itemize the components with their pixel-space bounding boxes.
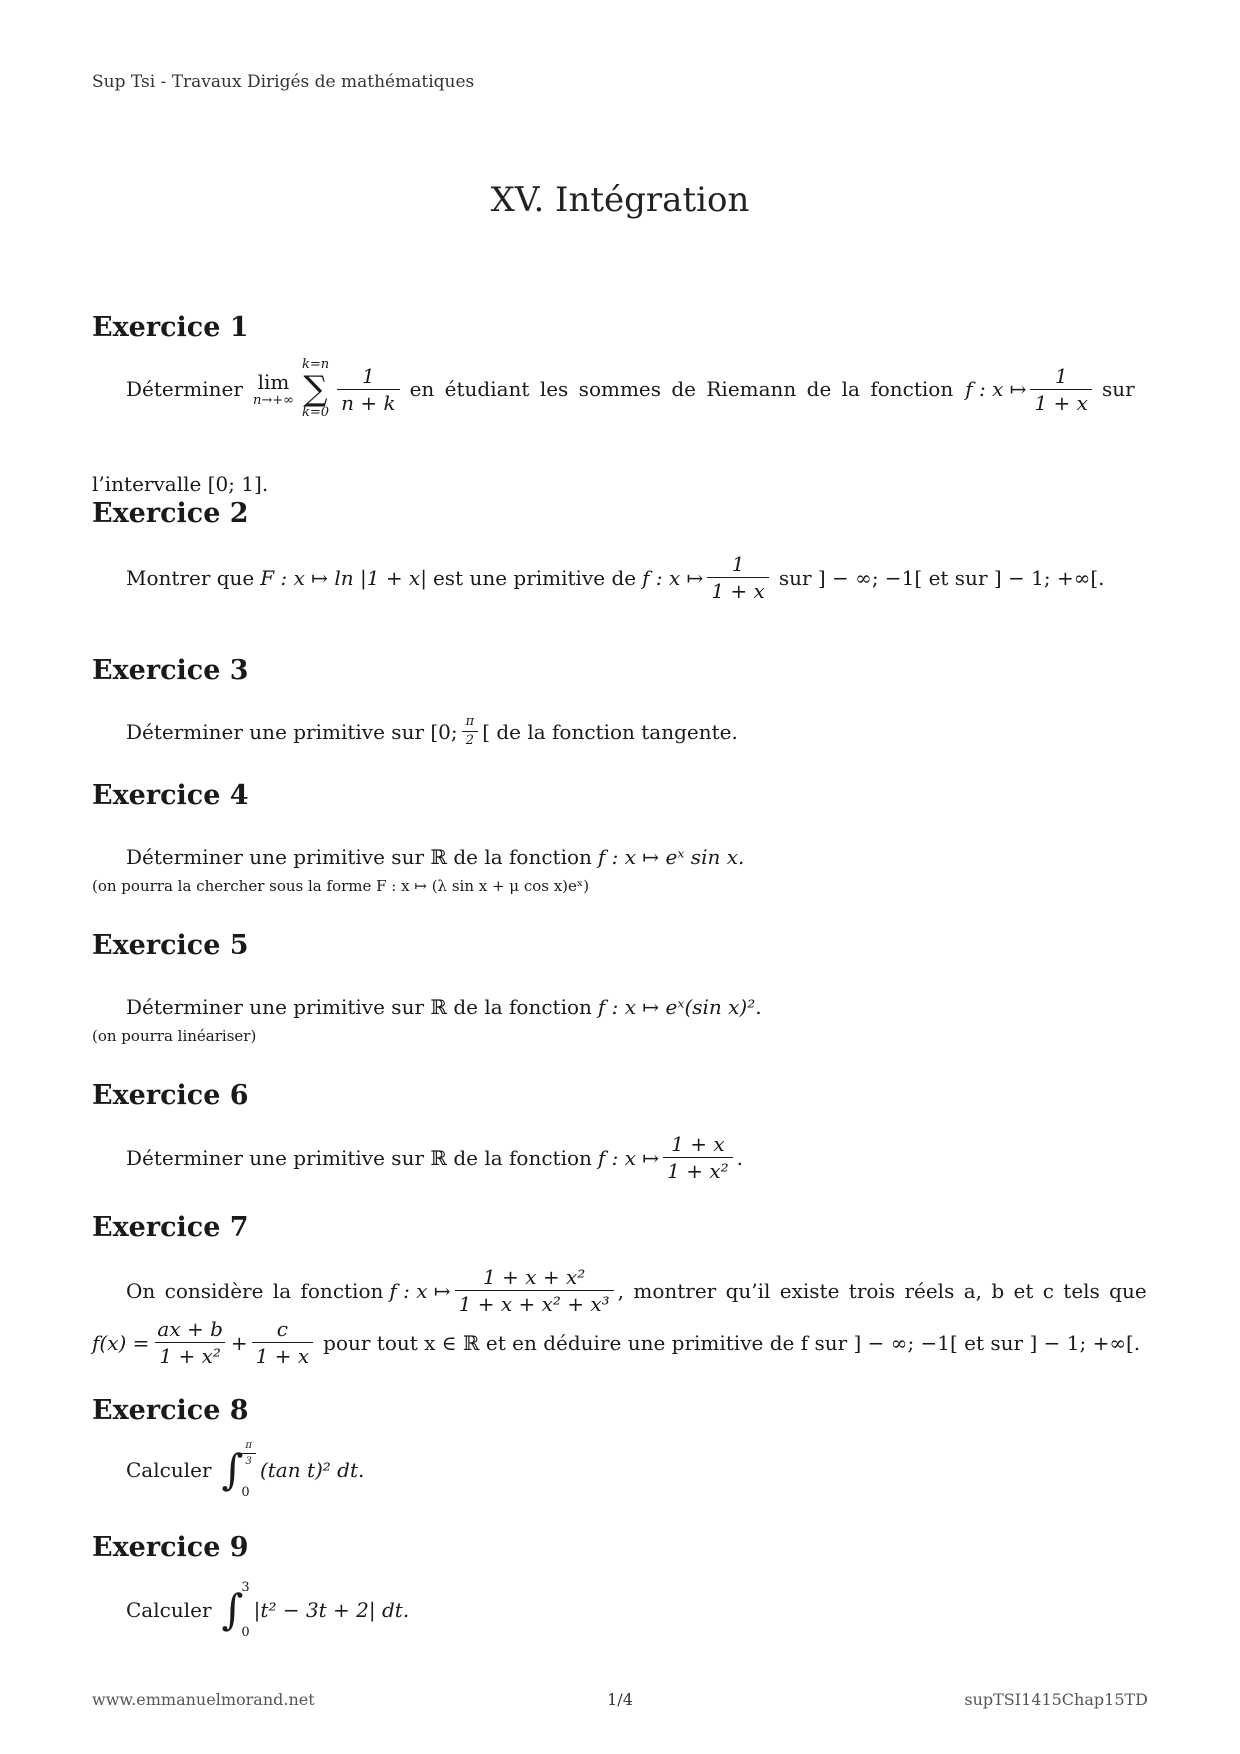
frac-numerator: 1 + x <box>671 1132 725 1156</box>
exercise-8-line <box>126 1440 364 1500</box>
page-title: XV. Intégration <box>490 180 750 220</box>
lim-word: lim <box>257 370 290 395</box>
limit-operator <box>253 370 294 408</box>
frac-numerator: c <box>276 1317 288 1341</box>
frac-denominator: 1 + x + x² + x³ <box>455 1290 614 1315</box>
fraction-1-over-n-plus-k <box>337 365 399 414</box>
exercise-1-text-3: sur <box>1101 377 1135 402</box>
lower-bound: 0 <box>241 1485 250 1500</box>
footer-reference: supTSI1415Chap15TD <box>964 1690 1148 1709</box>
footer-page-number: 1/4 <box>607 1690 633 1709</box>
upper-bound: 3 <box>241 1580 250 1595</box>
exercise-6-text: Déterminer une primitive sur ℝ de la fonction <box>126 1145 592 1170</box>
exercise-3-heading: Exercice 3 <box>92 655 249 686</box>
frac-denominator: n + k <box>337 389 399 414</box>
frac-numerator: 1 <box>361 363 375 388</box>
exercise-2-heading: Exercice 2 <box>92 498 249 529</box>
exercise-5-heading: Exercice 5 <box>92 930 249 961</box>
fraction-rational-f <box>455 1266 614 1315</box>
exercise-7-line-2 <box>92 1318 1140 1367</box>
exercise-7-heading: Exercice 7 <box>92 1212 249 1243</box>
sum-upper-bound: k=n <box>301 357 330 372</box>
frac-denominator: 1 + x <box>252 1342 313 1367</box>
frac-numerator: π <box>465 714 475 729</box>
function-f-def: f : x ↦ <box>965 377 1027 402</box>
exercise-7-text-3: pour tout x ∈ ℝ et en déduire une primitive de f sur ] − ∞; −1[ et sur ] − 1; +∞[. <box>323 1330 1141 1355</box>
exercise-6-heading: Exercice 6 <box>92 1080 249 1111</box>
frac-denominator: 1 + x <box>1030 389 1091 414</box>
integral-sign <box>222 1580 250 1640</box>
exercise-5-text: Déterminer une primitive sur ℝ de la fonction <box>126 995 592 1019</box>
fraction-1-over-1-plus-x <box>707 553 768 602</box>
frac-denominator: 1 + x <box>707 577 768 602</box>
exercise-3-text-2: [ de la fonction tangente. <box>482 719 738 744</box>
exercise-4-text: Déterminer une primitive sur ℝ de la fonction <box>126 845 592 869</box>
frac-numerator: 1 + x + x² <box>483 1265 586 1289</box>
exercise-2-text: Montrer que <box>126 565 255 590</box>
exercise-6-punctuation: . <box>736 1145 744 1170</box>
exercise-3-line <box>126 715 738 749</box>
fraction-1-plus-x-over-1-plus-x2 <box>663 1133 733 1182</box>
exercise-2-text-2: est une primitive de <box>432 565 637 590</box>
frac-denominator: 3 <box>241 1453 255 1467</box>
fraction-pi-over-2 <box>462 715 479 749</box>
exercise-1-line-2: l’intervalle [0; 1]. <box>92 472 269 496</box>
function-f-def: f : x ↦ <box>597 1145 660 1170</box>
sum-operator <box>302 358 329 421</box>
fraction-1-over-1-plus-x <box>1030 365 1091 414</box>
exercise-5-line <box>126 995 762 1019</box>
exercise-4-line <box>126 845 744 869</box>
exercise-9-line <box>126 1580 409 1640</box>
integral-symbol: ∫ <box>221 1445 244 1494</box>
upper-bound-pi-over-3 <box>241 1440 256 1467</box>
exercise-9-heading: Exercice 9 <box>92 1532 249 1563</box>
exercise-7-text: On considère la fonction <box>126 1278 384 1303</box>
exercise-9-text: Calculer <box>126 1598 212 1622</box>
exercise-2-line <box>126 553 1105 602</box>
exercise-4-heading: Exercice 4 <box>92 780 249 811</box>
fraction-c-over-1-plus-x <box>252 1318 313 1367</box>
frac-denominator: 1 + x² <box>155 1342 225 1367</box>
integrand: (tan t)² dt. <box>259 1458 365 1482</box>
exercise-2-text-3: sur ] − ∞; −1[ et sur ] − 1; +∞[. <box>778 565 1105 590</box>
integral-sign <box>222 1440 256 1500</box>
exercise-1-text: Déterminer <box>126 377 243 402</box>
plus-sign: + <box>230 1330 248 1355</box>
lower-bound: 0 <box>241 1625 250 1640</box>
frac-numerator: π <box>245 1440 252 1451</box>
exercise-3-text: Déterminer une primitive sur [0; <box>126 719 458 744</box>
exercise-8-heading: Exercice 8 <box>92 1395 249 1426</box>
function-f-def: f : x ↦ eˣ(sin x)². <box>597 995 762 1019</box>
function-F-def: F : x ↦ ln |1 + x| <box>260 565 427 590</box>
function-f-def: f : x ↦ <box>389 1278 451 1303</box>
function-f-def: f : x ↦ <box>642 565 704 590</box>
running-head: Sup Tsi - Travaux Dirigés de mathématiques <box>92 72 475 92</box>
exercise-1-text-2: en étudiant les sommes de Riemann de la fonction <box>409 377 954 402</box>
exercise-5-hint: (on pourra linéariser) <box>92 1027 257 1045</box>
integrand: |t² − 3t + 2| dt. <box>253 1598 410 1622</box>
exercise-8-text: Calculer <box>126 1458 212 1482</box>
f-of-x-equals: f(x) = <box>92 1330 150 1355</box>
frac-numerator: 1 <box>1054 363 1068 388</box>
lim-subscript: n→+∞ <box>252 393 294 409</box>
exercise-1-heading: Exercice 1 <box>92 312 249 343</box>
frac-numerator: 1 <box>731 552 745 576</box>
sum-symbol: ∑ <box>303 369 328 410</box>
function-f-def: f : x ↦ eˣ sin x. <box>597 845 745 869</box>
exercise-7-text-2: , montrer qu’il existe trois réels a, b et c tels que <box>617 1278 1147 1303</box>
exercise-4-hint: (on pourra la chercher sous la forme F : x ↦ (λ sin x + μ cos x)eˣ) <box>92 877 590 895</box>
frac-denominator: 1 + x² <box>663 1157 733 1182</box>
exercise-7-line-1 <box>126 1266 1147 1315</box>
fraction-ax-plus-b <box>153 1318 226 1367</box>
exercise-6-line <box>126 1133 743 1182</box>
exercise-1-line-1 <box>126 358 1151 421</box>
sum-lower-bound: k=0 <box>302 405 330 421</box>
frac-denominator: 2 <box>462 731 478 748</box>
integral-symbol: ∫ <box>221 1585 244 1634</box>
footer-website: www.emmanuelmorand.net <box>92 1690 315 1709</box>
frac-numerator: ax + b <box>157 1317 223 1341</box>
